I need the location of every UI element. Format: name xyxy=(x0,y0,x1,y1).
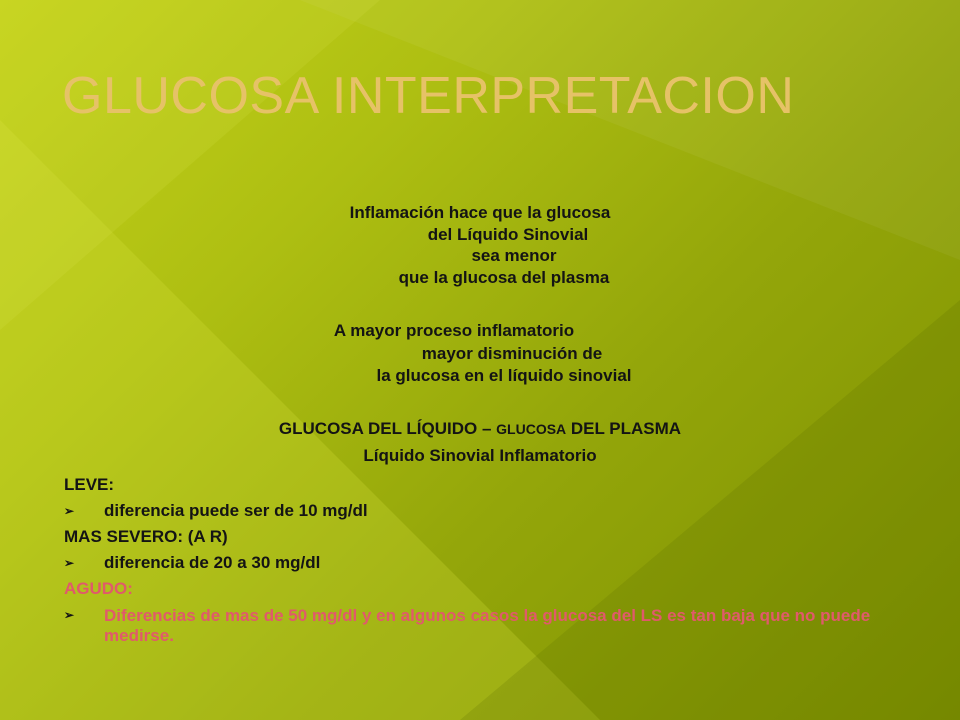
paragraph-proceso xyxy=(0,319,960,387)
heading-part: GLUCOSA DEL LÍQUIDO – xyxy=(278,419,497,438)
paragraph-line: que la glucosa del plasma xyxy=(398,268,610,287)
section-label-agudo xyxy=(64,576,904,602)
paragraph-line: la glucosa en el líquido sinovial xyxy=(376,366,632,385)
arrow-bullet-icon: ➢ xyxy=(64,556,75,570)
severity-list xyxy=(64,472,904,646)
label-leve: LEVE: xyxy=(64,475,115,494)
list-item xyxy=(64,498,904,524)
heading-part-small: GLUCOSA xyxy=(496,421,567,437)
item-text: diferencia de 20 a 30 mg/dl xyxy=(104,553,321,572)
label-severo: MAS SEVERO: (A R) xyxy=(64,527,228,546)
heading-part: DEL PLASMA xyxy=(566,419,682,438)
paragraph-line: mayor disminución de xyxy=(421,344,603,363)
list-item xyxy=(64,602,904,646)
section-label-leve xyxy=(64,472,904,498)
list-item xyxy=(64,550,904,576)
heading-glucosa-comparacion xyxy=(0,417,960,441)
label-agudo: AGUDO: xyxy=(64,579,133,598)
paragraph-line: Inflamación hace que la glucosa xyxy=(349,203,611,222)
paragraph-line: sea menor xyxy=(471,246,557,265)
paragraph-inflamacion xyxy=(0,201,960,289)
arrow-bullet-icon: ➢ xyxy=(64,608,75,622)
section-label-severo xyxy=(64,524,904,550)
paragraph-line: A mayor proceso inflamatorio xyxy=(333,321,575,340)
arrow-bullet-icon: ➢ xyxy=(64,504,75,518)
item-text: diferencia puede ser de 10 mg/dl xyxy=(104,501,368,520)
subheading: Líquido Sinovial Inflamatorio xyxy=(363,446,597,465)
paragraph-line: del Líquido Sinovial xyxy=(427,225,589,244)
item-text: Diferencias de mas de 50 mg/dl y en algunos casos la glucosa del LS es tan baja que no puede medirse. xyxy=(104,606,871,645)
slide-title: GLUCOSA INTERPRETACION xyxy=(62,67,795,125)
